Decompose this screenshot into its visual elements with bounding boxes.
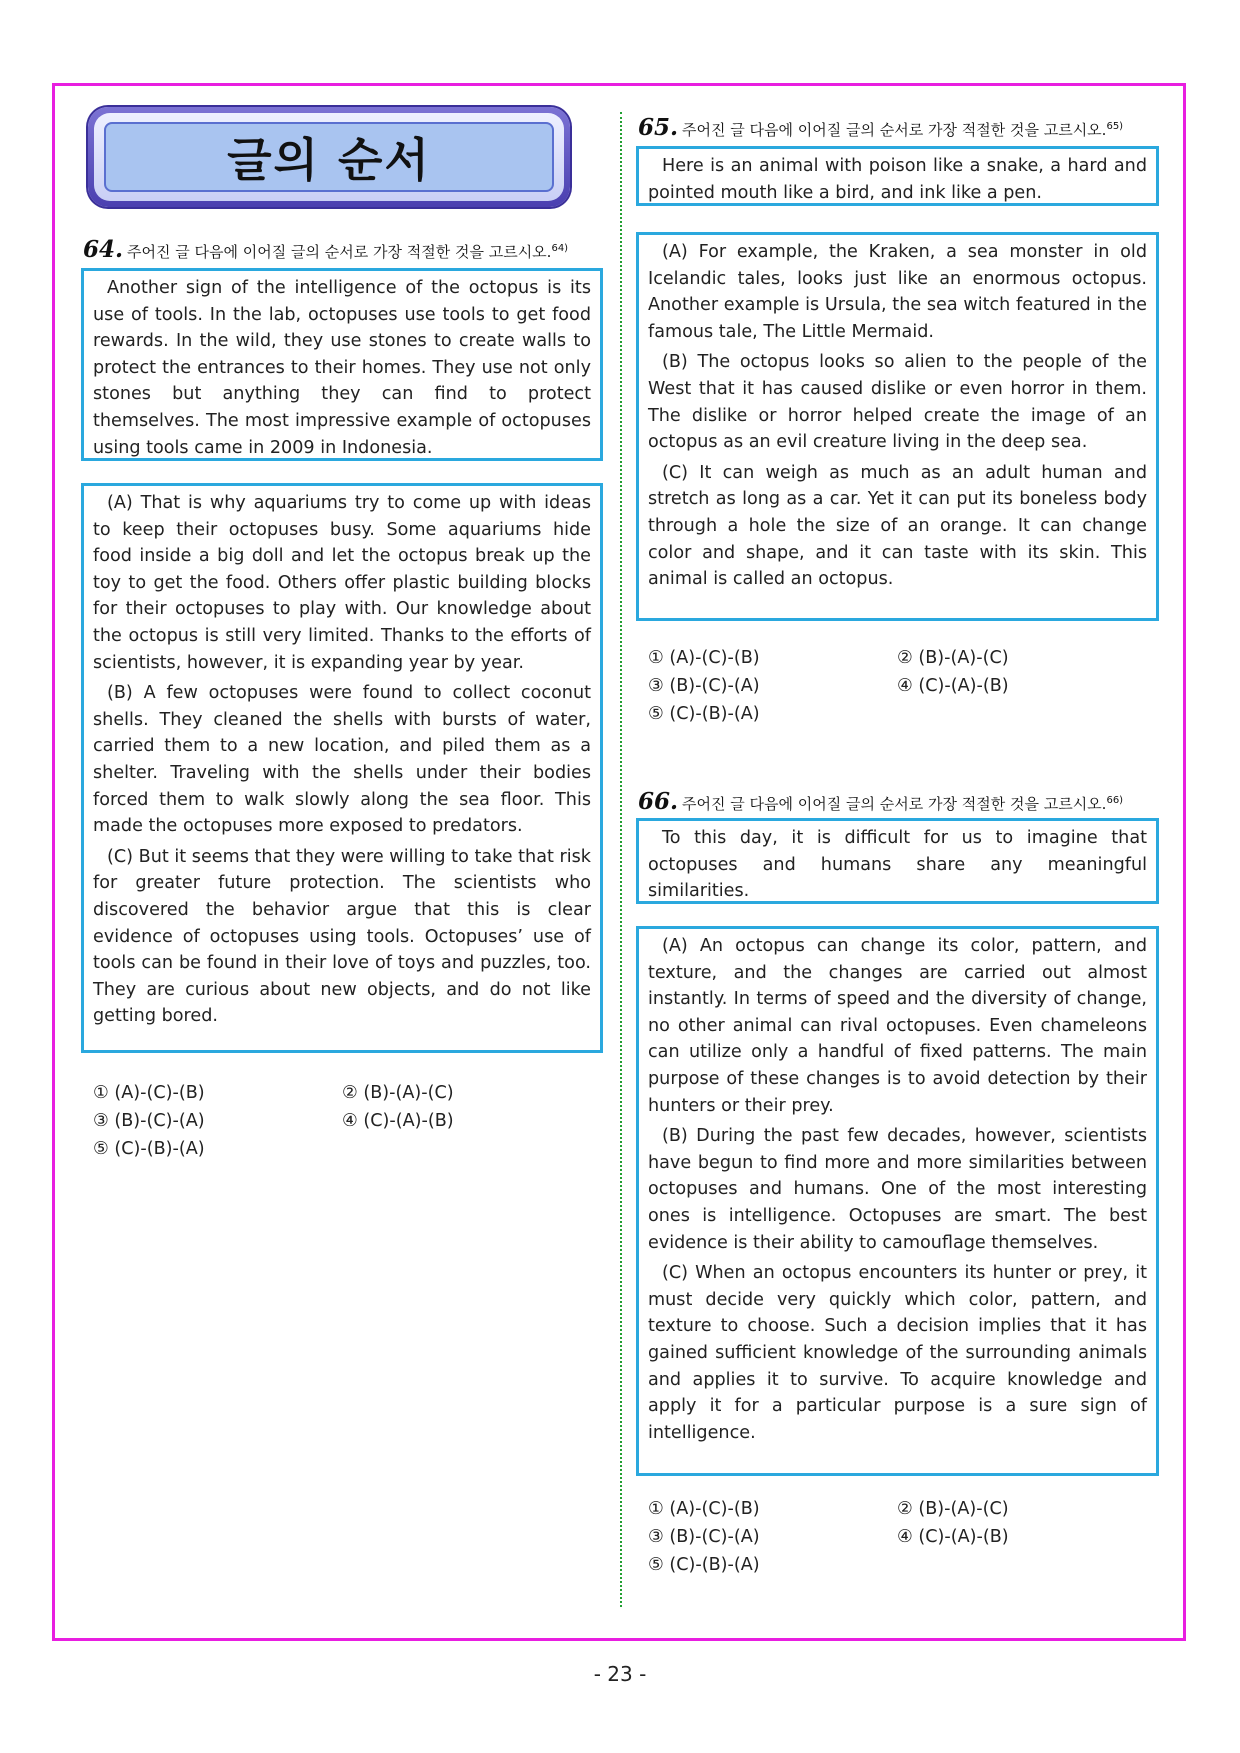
question-66-passages-box bbox=[636, 926, 1159, 1476]
choice-1[interactable]: ① (A)-(C)-(B) bbox=[93, 1083, 205, 1103]
question-65-passages-box bbox=[636, 232, 1159, 621]
passage-c: (C) When an octopus encounters its hunter or prey, it must decide very quickly which color, pattern, and texture to choose. Such a decision implies that it has gained sufficient knowledge of the surrounding animals and applies it to survive. To acquire knowledge and apply it for a particular purpose is a sure sign of intelligence. bbox=[648, 1263, 1147, 1443]
choice-4[interactable]: ④ (C)-(A)-(B) bbox=[897, 676, 1009, 696]
section-title-badge bbox=[88, 107, 570, 207]
question-66-choices bbox=[648, 1495, 1148, 1585]
question-64-header bbox=[83, 236, 568, 263]
question-instruction: 주어진 글 다음에 이어질 글의 순서로 가장 적절한 것을 고르시오. bbox=[682, 795, 1107, 813]
choice-2[interactable]: ② (B)-(A)-(C) bbox=[897, 1499, 1009, 1519]
passage-b: (B) During the past few decades, however, scientists have begun to find more and more similarities between octopuses and humans. One of the most interesting ones is intelligence. Octopuses are smart. The best evidence is their ability to camouflage themselves. bbox=[648, 1126, 1147, 1253]
passage-b: (B) A few octopuses were found to collect coconut shells. They cleaned the shells with bursts of water, carried them to a new location, and piled them as a shelter. Traveling with the shells under their bodies forced them to walk slowly along the sea floor. This made the octopuses more exposed to predators. bbox=[93, 683, 591, 837]
passage-b: (B) The octopus looks so alien to the people of the West that it has caused dislike or even horror in them. The dislike or horror helped create the image of an octopus as an evil creature living in the deep sea. bbox=[648, 352, 1147, 453]
question-instruction: 주어진 글 다음에 이어질 글의 순서로 가장 적절한 것을 고르시오. bbox=[127, 243, 552, 261]
choice-1[interactable]: ① (A)-(C)-(B) bbox=[648, 648, 760, 668]
choice-2[interactable]: ② (B)-(A)-(C) bbox=[342, 1083, 454, 1103]
question-65-choices bbox=[648, 644, 1148, 734]
given-passage: Here is an animal with poison like a snake, a hard and pointed mouth like a bird, and ink like a pen. bbox=[648, 156, 1147, 203]
question-number: 65. bbox=[638, 114, 679, 141]
passage-c: (C) But it seems that they were willing to take that risk for greater future protection. The scientists who discovered the behavior argue that this is clear evidence of octopuses using tools. Octopuses’ use of tools can be found in their love of toys and puzzles, too. They are curious about new objects, and do not like getting bored. bbox=[93, 846, 591, 1027]
question-reference: 66) bbox=[1106, 795, 1124, 806]
given-passage: To this day, it is difficult for us to imagine that octopuses and humans share any meaningful similarities. bbox=[648, 828, 1147, 902]
question-instruction: 주어진 글 다음에 이어질 글의 순서로 가장 적절한 것을 고르시오. bbox=[682, 121, 1107, 139]
question-64-choices bbox=[93, 1079, 593, 1169]
choice-4[interactable]: ④ (C)-(A)-(B) bbox=[897, 1527, 1009, 1547]
question-65-header bbox=[638, 114, 1123, 141]
choice-5[interactable]: ⑤ (C)-(B)-(A) bbox=[648, 704, 760, 724]
question-66-given-box bbox=[636, 818, 1159, 904]
choice-3[interactable]: ③ (B)-(C)-(A) bbox=[648, 1527, 760, 1547]
choice-2[interactable]: ② (B)-(A)-(C) bbox=[897, 648, 1009, 668]
section-title: 글의 순서 bbox=[227, 133, 431, 187]
choice-3[interactable]: ③ (B)-(C)-(A) bbox=[648, 676, 760, 696]
question-reference: 64) bbox=[551, 243, 569, 254]
choice-4[interactable]: ④ (C)-(A)-(B) bbox=[342, 1111, 454, 1131]
passage-a: (A) That is why aquariums try to come up with ideas to keep their octopuses busy. Some aquariums hide food inside a big doll and let the octopus break up the toy to get the food. Others offer plastic building blocks for their octopuses to play with. Our knowledge about the octopus is still very limited. Thanks to the efforts of scientists, however, it is expanding year by year. bbox=[93, 493, 591, 673]
question-number: 64. bbox=[83, 236, 124, 263]
question-65-given-box bbox=[636, 146, 1159, 206]
given-passage: Another sign of the intelligence of the octopus is its use of tools. In the lab, octopuses use tools to get food rewards. In the wild, they use stones to create walls to protect the entrances to their homes. They use not only stones but anything they can find to protect themselves. The most impressive example of octopuses using tools came in 2009 in Indonesia. bbox=[93, 278, 591, 458]
question-64-passages-box bbox=[81, 483, 603, 1053]
passage-c: (C) It can weigh as much as an adult human and stretch as long as a car. Yet it can put its boneless body through a hole the size of an orange. It can change color and shape, and it can taste with its skin. This animal is called an octopus. bbox=[648, 462, 1147, 590]
column-divider bbox=[620, 112, 622, 1607]
choice-5[interactable]: ⑤ (C)-(B)-(A) bbox=[648, 1555, 760, 1575]
page-number: - 23 - bbox=[593, 1662, 647, 1686]
choice-1[interactable]: ① (A)-(C)-(B) bbox=[648, 1499, 760, 1519]
passage-a: (A) For example, the Kraken, a sea monster in old Icelandic tales, looks just like an enormous octopus. Another example is Ursula, the sea witch featured in the famous tale, The Little Mermaid. bbox=[648, 242, 1147, 342]
question-reference: 65) bbox=[1106, 121, 1124, 132]
question-64-given-box bbox=[81, 268, 603, 461]
choice-5[interactable]: ⑤ (C)-(B)-(A) bbox=[93, 1139, 205, 1159]
question-66-header bbox=[638, 788, 1123, 815]
choice-3[interactable]: ③ (B)-(C)-(A) bbox=[93, 1111, 205, 1131]
passage-a: (A) An octopus can change its color, pattern, and texture, and the changes are carried out almost instantly. In terms of speed and the diversity of change, no other animal can rival octopuses. Even chameleons can utilize only a handful of fixed patterns. The main purpose of these changes is to avoid detection by their hunters or their prey. bbox=[648, 936, 1147, 1116]
question-number: 66. bbox=[638, 788, 679, 815]
